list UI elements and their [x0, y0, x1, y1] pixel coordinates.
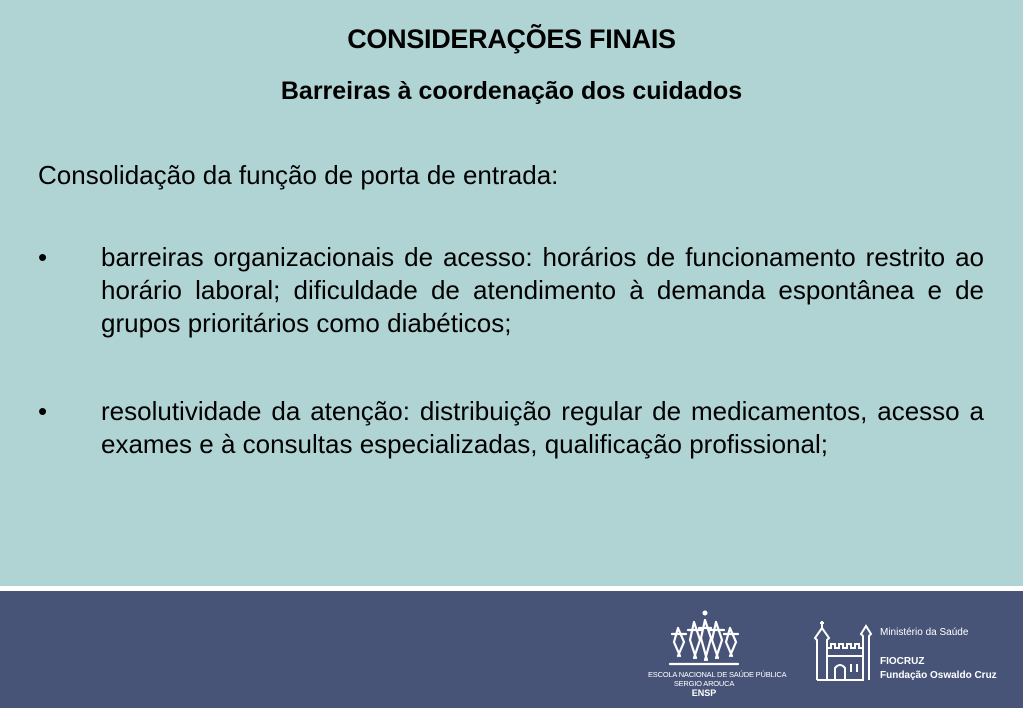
- slide-title: CONSIDERAÇÕES FINAIS: [347, 24, 676, 54]
- intro-text: Consolidação da função de porta de entrada:: [38, 160, 559, 190]
- ensp-name-line2: SERGIO AROUCA: [673, 679, 735, 688]
- ensp-abbreviation: ENSP: [691, 688, 717, 698]
- bullet-marker: •: [38, 396, 48, 426]
- slide-subtitle: Barreiras à coordenação dos cuidados: [280, 77, 743, 105]
- fiocruz-foundation: Fundação Oswaldo Cruz: [880, 670, 997, 681]
- bullet-text: barreiras organizacionais de acesso: horários de funcionamento restrito ao horário laboral; dificuldade de atendimento à demanda espontânea e de grupos prioritários como diabéticos;: [101, 242, 984, 338]
- ensp-figures-icon: [664, 608, 744, 670]
- fiocruz-name: FIOCRUZ: [880, 656, 925, 667]
- ensp-logo: [648, 608, 787, 704]
- bullet-item: [38, 241, 984, 340]
- bullet-list: [38, 241, 984, 461]
- bullet-marker: •: [38, 242, 48, 272]
- ministry-label: Ministério da Saúde: [880, 627, 969, 638]
- bullet-text: resolutividade da atenção: distribuição regular de medicamentos, acesso a exames e à consultas especializadas, qualificação profissional;: [101, 396, 984, 459]
- ensp-name-line1: ESCOLA NACIONAL DE SAÚDE PÚBLICA: [648, 670, 787, 679]
- fiocruz-castle-icon: [813, 618, 873, 682]
- bullet-item: [38, 395, 984, 461]
